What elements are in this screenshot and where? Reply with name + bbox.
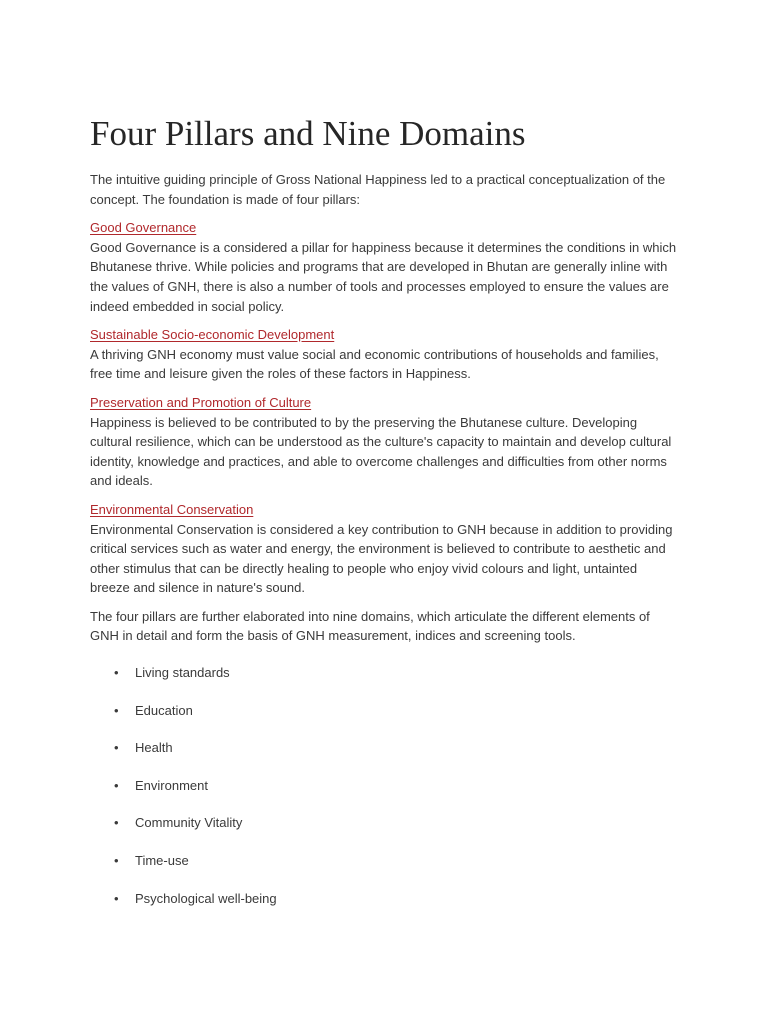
pillar-good-governance [90, 218, 678, 316]
domain-label: Community Vitality [135, 815, 243, 831]
list-item [114, 663, 678, 682]
summary-paragraph: The four pillars are further elaborated into nine domains, which articulate the different elements of GNH in detail and form the basis of GNH measurement, indices and screening tools. [90, 608, 650, 644]
bullet-icon: • [114, 740, 119, 756]
bullet-icon: • [114, 777, 119, 793]
bullet-icon: • [114, 815, 119, 831]
domain-label: Time-use [135, 853, 189, 869]
bullet-icon: • [114, 890, 119, 906]
domain-label: Environment [135, 777, 208, 793]
pillar-link-environmental-conservation[interactable]: Environmental Conservation [90, 501, 254, 517]
pillar-text-good-governance: Good Governance is a considered a pillar for happiness because it determines the conditions in which Bhutanese thrive. While policies and programs that are developed in Bhutan are generally inline with the values of GNH, there is also a number of tools and processes employed to ensure the values are indeed embedded in social policy. [90, 239, 677, 314]
domain-label: Living standards [135, 665, 230, 681]
bullet-icon: • [114, 853, 119, 869]
pillar-text-culture: Happiness is believed to be contributed to by the preserving the Bhutanese culture. Developing cultural resilience, which can be understood as the culture's capacity to maintain and develop cultural identity, knowledge and practices, and able to overcome challenges and difficulties from other norms and ideals. [90, 414, 672, 489]
domain-label: Education [135, 702, 193, 718]
intro-paragraph: The intuitive guiding principle of Gross National Happiness led to a practical conceptualization of the concept. The foundation is made of four pillars: [90, 172, 666, 207]
bullet-icon: • [114, 702, 119, 718]
pillar-link-socio-economic-development[interactable]: Sustainable Socio-economic Development [90, 327, 335, 343]
domains-list [90, 663, 678, 908]
pillar-culture [90, 393, 678, 491]
bullet-icon: • [114, 665, 119, 681]
list-item [114, 738, 678, 757]
list-item [114, 889, 678, 908]
domain-label: Health [135, 740, 173, 756]
list-item [114, 776, 678, 795]
pillar-environmental-conservation [90, 500, 678, 598]
domain-label: Psychological well-being [135, 890, 277, 906]
page-title: Four Pillars and Nine Domains [90, 114, 526, 153]
pillar-text-environmental-conservation: Environmental Conservation is considered a key contribution to GNH because in addition to providing critical services such as water and energy, the environment is believed to contribute to aesthetic and other stimulus that can be directly healing to people who enjoy vivid colours and light, untainted breeze and silence in nature's sound. [90, 521, 673, 596]
list-item [114, 851, 678, 870]
pillar-link-culture[interactable]: Preservation and Promotion of Culture [90, 394, 312, 410]
list-item [114, 813, 678, 832]
pillar-link-good-governance[interactable]: Good Governance [90, 220, 197, 236]
pillar-text-socio-economic-development: A thriving GNH economy must value social and economic contributions of households and families, free time and leisure given the roles of these factors in Happiness. [90, 346, 659, 382]
list-item [114, 701, 678, 720]
pillar-socio-economic-development [90, 325, 678, 384]
